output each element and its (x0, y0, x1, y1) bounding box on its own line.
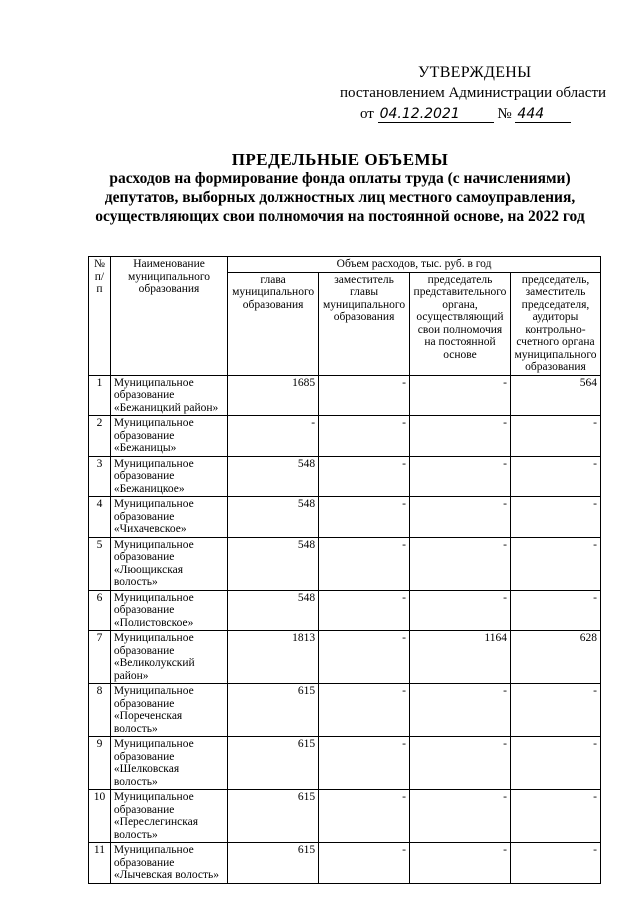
row-number: 1 (89, 375, 111, 416)
header-head: глава муниципального образования (228, 272, 319, 375)
row-deputy-value: - (319, 537, 410, 590)
row-name: Муниципальное образование «Бежаницкий район» (110, 375, 227, 416)
approval-block (330, 62, 620, 125)
row-audit-value: - (510, 684, 600, 737)
header-group: Объем расходов, тыс. руб. в год (228, 257, 601, 273)
row-audit-value: 564 (510, 375, 600, 416)
header-num: № п/п (89, 257, 111, 376)
row-number: 9 (89, 737, 111, 790)
table-row (89, 737, 601, 790)
row-deputy-value: - (319, 790, 410, 843)
row-head-value: - (228, 416, 319, 457)
table-row (89, 416, 601, 457)
row-chair-value: - (410, 737, 511, 790)
approval-number: 444 (515, 106, 571, 123)
row-head-value: 1813 (228, 631, 319, 684)
row-chair-value: - (410, 537, 511, 590)
row-head-value: 548 (228, 497, 319, 538)
heading-line-1: ПРЕДЕЛЬНЫЕ ОБЪЕМЫ (231, 150, 449, 169)
table-row (89, 590, 601, 631)
row-number: 2 (89, 416, 111, 457)
row-head-value: 615 (228, 684, 319, 737)
row-audit-value: - (510, 737, 600, 790)
row-audit-value: - (510, 416, 600, 457)
header-deputy: заместитель главы муниципального образования (319, 272, 410, 375)
row-head-value: 548 (228, 456, 319, 497)
table-row (89, 456, 601, 497)
table-row (89, 790, 601, 843)
row-name: Муниципальное образование «Шелковская волость» (110, 737, 227, 790)
row-deputy-value: - (319, 737, 410, 790)
row-head-value: 615 (228, 737, 319, 790)
table-row (89, 631, 601, 684)
row-deputy-value: - (319, 590, 410, 631)
row-number: 8 (89, 684, 111, 737)
row-deputy-value: - (319, 456, 410, 497)
row-chair-value: - (410, 790, 511, 843)
header-row-1 (89, 257, 601, 273)
approval-title: УТВЕРЖДЕНЫ (418, 64, 532, 81)
table-row (89, 684, 601, 737)
row-name: Муниципальное образование «Великолукский район» (110, 631, 227, 684)
heading-line-2: расходов на формирование фонда оплаты труда (с начислениями) (109, 170, 571, 187)
row-chair-value: - (410, 684, 511, 737)
document-heading (90, 150, 590, 226)
row-deputy-value: - (319, 631, 410, 684)
row-chair-value: - (410, 497, 511, 538)
row-chair-value: - (410, 590, 511, 631)
table-row (89, 537, 601, 590)
row-number: 6 (89, 590, 111, 631)
row-name: Муниципальное образование «Переслегинская волость» (110, 790, 227, 843)
row-name: Муниципальное образование «Люощикская волость» (110, 537, 227, 590)
approval-date: 04.12.2021 (378, 106, 494, 123)
table-row (89, 375, 601, 416)
row-name: Муниципальное образование «Чихачевское» (110, 497, 227, 538)
approval-date-line (330, 104, 620, 125)
row-head-value: 615 (228, 843, 319, 884)
row-chair-value: - (410, 456, 511, 497)
row-number: 3 (89, 456, 111, 497)
number-label: № (497, 106, 512, 122)
row-deputy-value: - (319, 416, 410, 457)
row-head-value: 615 (228, 790, 319, 843)
row-chair-value: - (410, 416, 511, 457)
row-audit-value: - (510, 790, 600, 843)
row-name: Муниципальное образование «Бежаницкое» (110, 456, 227, 497)
row-deputy-value: - (319, 375, 410, 416)
header-audit: председатель, заместитель председателя, аудиторы контрольно-счетного органа муниципального образования (510, 272, 600, 375)
heading-line-3: депутатов, выборных должностных лиц местного самоуправления, (104, 189, 576, 206)
row-deputy-value: - (319, 843, 410, 884)
row-head-value: 1685 (228, 375, 319, 416)
row-deputy-value: - (319, 497, 410, 538)
row-deputy-value: - (319, 684, 410, 737)
expense-table (88, 256, 601, 884)
from-label: от (360, 106, 374, 122)
row-audit-value: - (510, 456, 600, 497)
row-audit-value: 628 (510, 631, 600, 684)
row-head-value: 548 (228, 537, 319, 590)
row-chair-value: - (410, 375, 511, 416)
row-chair-value: 1164 (410, 631, 511, 684)
row-audit-value: - (510, 497, 600, 538)
row-name: Муниципальное образование «Пореченская волость» (110, 684, 227, 737)
header-name: Наименование муниципального образования (110, 257, 227, 376)
table-row (89, 497, 601, 538)
row-name: Муниципальное образование «Полистовское» (110, 590, 227, 631)
row-head-value: 548 (228, 590, 319, 631)
approval-by: постановлением Администрации области (340, 85, 607, 101)
row-name: Муниципальное образование «Лычевская волость» (110, 843, 227, 884)
row-audit-value: - (510, 843, 600, 884)
row-name: Муниципальное образование «Бежаницы» (110, 416, 227, 457)
row-number: 7 (89, 631, 111, 684)
row-audit-value: - (510, 537, 600, 590)
row-chair-value: - (410, 843, 511, 884)
row-number: 11 (89, 843, 111, 884)
row-audit-value: - (510, 590, 600, 631)
row-number: 4 (89, 497, 111, 538)
header-chair: председатель представительного органа, осуществляющий свои полномочия на постоянной основе (410, 272, 511, 375)
row-number: 10 (89, 790, 111, 843)
heading-line-4: осуществляющих свои полномочия на постоянной основе, на 2022 год (95, 208, 585, 225)
table-row (89, 843, 601, 884)
row-number: 5 (89, 537, 111, 590)
